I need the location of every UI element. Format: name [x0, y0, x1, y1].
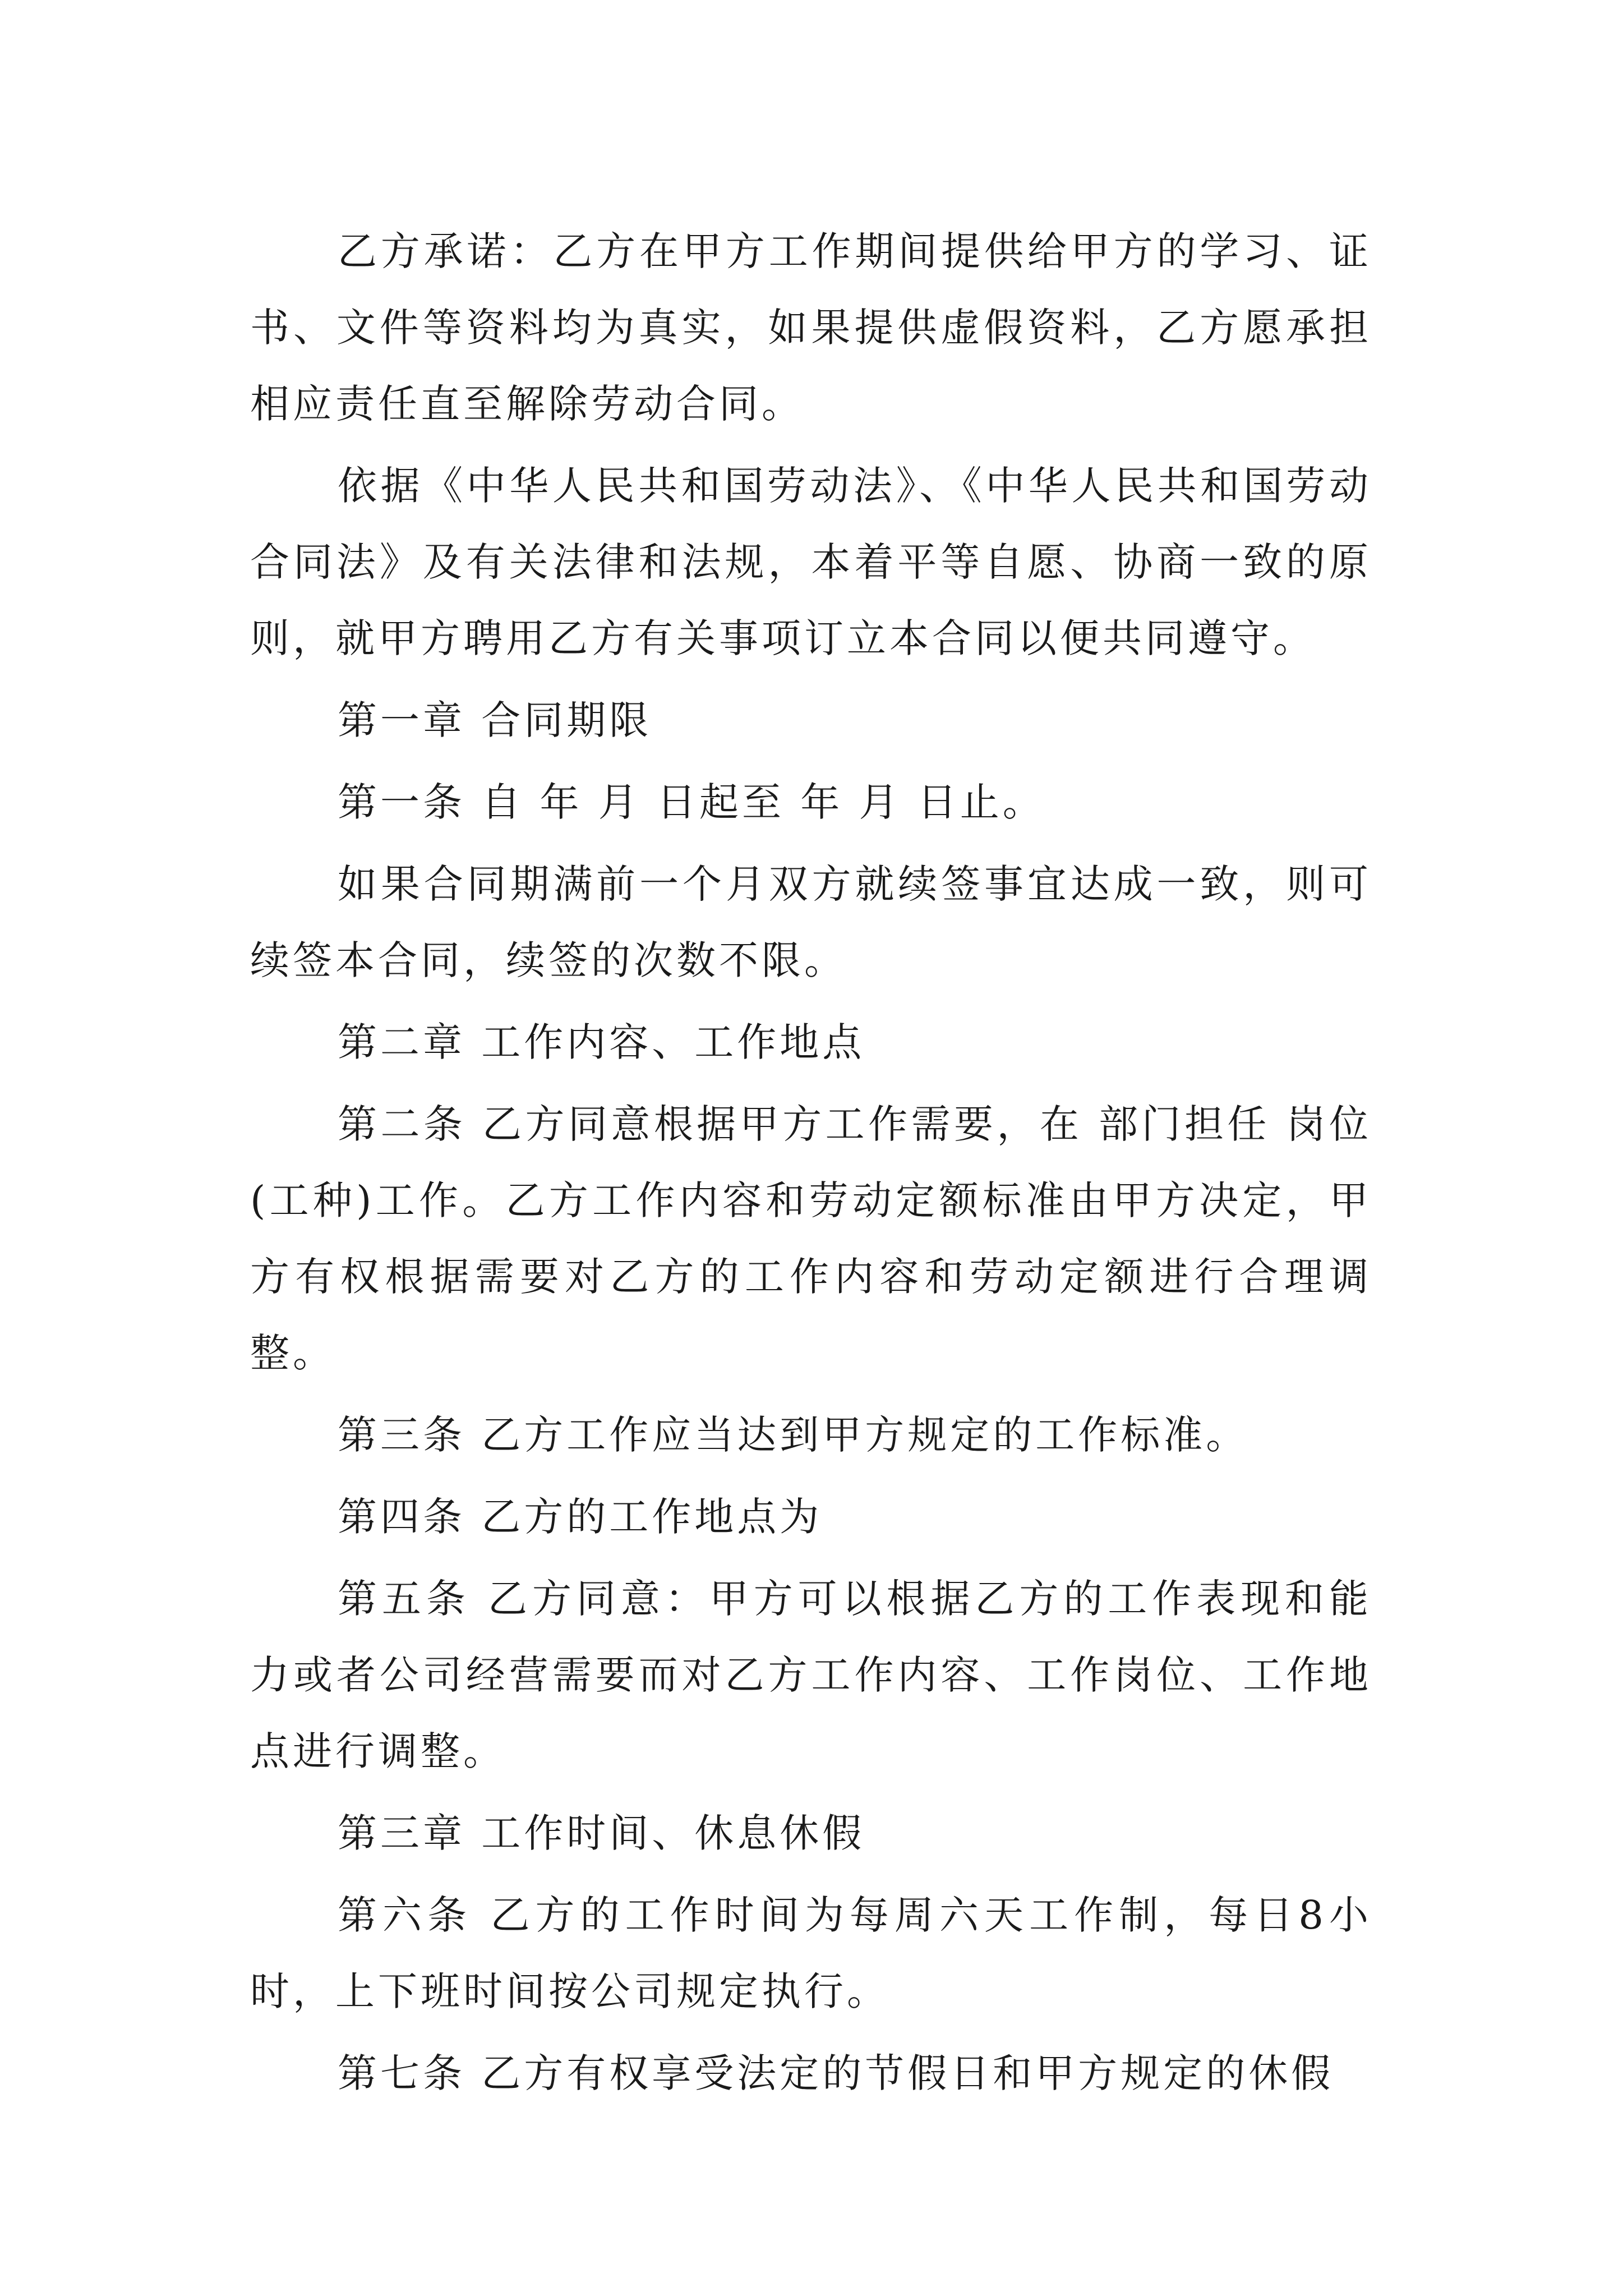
article-3: 第三条 乙方工作应当达到甲方规定的工作标准。	[338, 1412, 1249, 1458]
article-5: 第五条 乙方同意：甲方可以根据乙方的工作表现和能力或者公司经营需要而对乙方工作内容、工作岗位、工作地点进行调整。	[250, 1576, 1372, 1774]
article-6: 第六条 乙方的工作时间为每周六天工作制，每日8小时，上下班时间按公司规定执行。	[250, 1892, 1372, 2014]
chapter-2-heading: 第二章 工作内容、工作地点	[338, 1019, 865, 1065]
paragraph-commitment: 乙方承诺：乙方在甲方工作期间提供给甲方的学习、证书、文件等资料均为真实，如果提供虚假资料，乙方愿承担相应责任直至解除劳动合同。	[250, 228, 1372, 427]
paragraph-legal-basis: 依据《中华人民共和国劳动法》、《中华人民共和国劳动合同法》及有关法律和法规，本着平等自愿、协商一致的原则，就甲方聘用乙方有关事项订立本合同以便共同遵守。	[250, 463, 1372, 661]
document-page	[250, 213, 1372, 2117]
article-1: 第一条 自 年 月 日起至 年 月 日止。	[338, 779, 1045, 825]
article-2: 第二条 乙方同意根据甲方工作需要，在 部门担任 岗位(工种)工作。乙方工作内容和劳动定额标准由甲方决定，甲方有权根据需要对乙方的工作内容和劳动定额进行合理调整。	[250, 1101, 1372, 1376]
article-4: 第四条 乙方的工作地点为	[338, 1494, 823, 1540]
chapter-1-heading: 第一章 合同期限	[338, 697, 652, 743]
chapter-3-heading: 第三章 工作时间、休息休假	[338, 1810, 865, 1856]
paragraph-renewal: 如果合同期满前一个月双方就续签事宜达成一致，则可续签本合同，续签的次数不限。	[250, 861, 1372, 983]
article-7: 第七条 乙方有权享受法定的节假日和甲方规定的休假	[338, 2050, 1334, 2096]
